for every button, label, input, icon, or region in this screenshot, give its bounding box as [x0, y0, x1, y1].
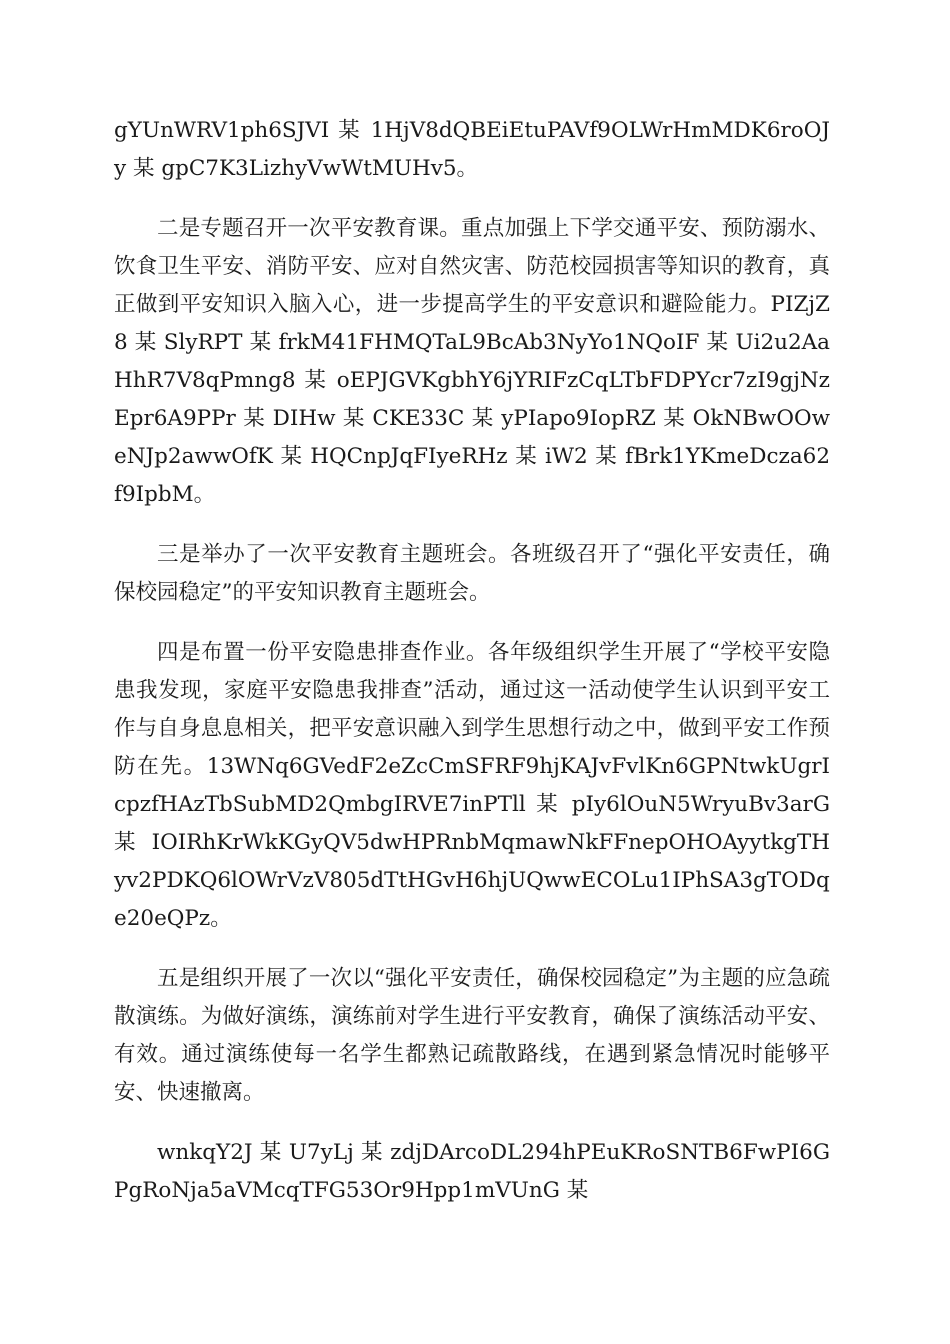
paragraph-continuation: gYUnWRV1ph6SJVI 某 1HjV8dQBEiEtuPAVf9OLWrHmMDK6roOJy 某 gpC7K3LizhyVwWtMUHv5。 [114, 118, 830, 181]
paragraph-class-meeting: 三是举办了一次平安教育主题班会。各班级召开了“强化平安责任，确保校园稳定”的平安知识教育主题班会。 [114, 542, 830, 605]
paragraph-evacuation-drill: 五是组织开展了一次以“强化平安责任，确保校园稳定”为主题的应急疏散演练。为做好演练，演练前对学生进行平安教育，确保了演练活动平安、有效。通过演练使每一名学生都熟记疏散路线，在遇到紧急情况时能够平安、快速撤离。 [114, 966, 830, 1105]
paragraph-safety-class: 二是专题召开一次平安教育课。重点加强上下学交通平安、预防溺水、饮食卫生平安、消防平安、应对自然灾害、防范校园损害等知识的教育，真正做到平安知识入脑入心，进一步提高学生的平安意识和避险能力。PIZjZ8 某 SlyRPT 某 frkM41FHMQTaL9BcAb3NyYo1NQoIF 某 Ui2u2AaHhR7V8qPmng8 某 oEPJGVKgbhY6jYRIFzCqLTbFDPYcr7zI9gjNzEpr6A9PPr 某 DIHw 某 CKE33C 某 yPIapo9IopRZ 某 OkNBwOOweNJp2awwOfK 某 HQCnpJqFIyeRHz 某 iW2 某 fBrk1YKmeDcza62f9IpbM。 [114, 216, 830, 507]
paragraph-hazard-check: 四是布置一份平安隐患排查作业。各年级组织学生开展了“学校平安隐患我发现，家庭平安隐患我排查”活动，通过这一活动使学生认识到平安工作与自身息息相关，把平安意识融入到学生思想行动之中，做到平安工作预防在先。13WNq6GVedF2eZcCmSFRF9hjKAJvFvlKn6GPNtwkUgrIcpzfHAzTbSubMD2QmbgIRVE7inPTll 某 pIy6lOuN5WryuBv3arG 某 IOIRhKrWkKGyQV5dwHPRnbMqmawNkFFnepOHOAyytkgTHyv2PDKQ6lOWrVzV805dTtHGvH6hjUQwwECOLu1IPhSA3gTODqe20eQPz。 [114, 640, 830, 931]
document-body [114, 112, 830, 1232]
paragraph-trailing-text: wnkqY2J 某 U7yLj 某 zdjDArcoDL294hPEuKRoSNTB6FwPI6GPgRoNja5aVMcqTFG53Or9Hpp1mVUnG 某 [114, 1140, 830, 1203]
